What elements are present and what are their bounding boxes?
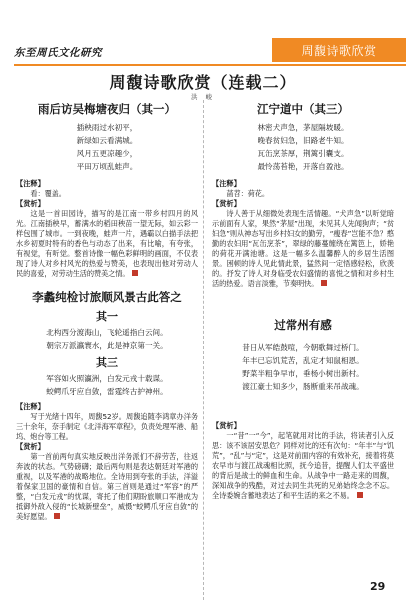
left-column: [16, 96, 198, 522]
end-mark-icon: [357, 492, 363, 498]
poem-title: 过常州有感: [274, 318, 332, 332]
appreciation-text: [212, 431, 394, 501]
poem-line: 最怜荡苔艳，开落自盈池。: [257, 162, 349, 171]
poem-line: 蛟鳄爪牙应自敛，雷霆终古护神州。: [46, 387, 168, 396]
poem-body: [16, 121, 198, 173]
right-column: [212, 96, 394, 501]
note-tag: 【注释】: [16, 402, 45, 411]
end-mark-icon: [321, 280, 327, 286]
section-tag: 周馥诗歌欣赏: [272, 38, 406, 62]
poem-line: 北构西分渡海山，飞轮遥指白云间。: [46, 328, 168, 337]
article-author: 洪 峻: [190, 93, 216, 101]
poem-body: [16, 372, 198, 398]
poem-line: 年丰已忘饥荒苦，乱定才知鼠相恩。: [242, 356, 364, 365]
poem-body: [212, 341, 394, 393]
poem-line: 平田万顷乱蛙声。: [76, 162, 138, 171]
note-text: 菡苕：荷花。: [226, 189, 269, 198]
poem-line: 插秧雨过水初平，: [76, 123, 138, 132]
appreciation-body: 第一首前两句真实地反映出洋务派们不辞劳苦，往返奔波的状态。气势磅礴；最后两句则是表达朝廷对军港的重视，以及军港的战略地位。全诗用到夸张的手法，洋溢着保家卫国的豪情和自信。第三首则是通过“军容”的严整，“白发元戎”的忧谋，寄托了他们期盼旅顺口军港成为抵御外敌入侵的“长城新壁垒”，威慑“蛟鳄爪牙应自敛”的美好愿望。: [16, 452, 198, 521]
end-mark-icon: [54, 513, 60, 519]
article-title: 周馥诗歌欣赏（连载二）: [109, 73, 297, 92]
note-text: 看：覆盖。: [30, 189, 66, 198]
appreciation-tag: 【赏析】: [212, 199, 241, 208]
poem-part-label: 其三: [96, 356, 118, 369]
appreciation-tag: 【赏析】: [212, 421, 241, 430]
journal-name: 东至周氏文化研究: [14, 47, 102, 59]
poem-line: 朝宗万派瀛寰水，此是神京第一关。: [46, 341, 168, 350]
appreciation-body: 这是一首田园诗，描写的是江南一带乡村四月的风光。江南插秧早，蓄满水的稻田秧苗一望无际，如云彩一样包围了城市。一到夜晚，蛙声一片，遇霸以白描手法把水乡初夏时特有的香色与动态了出来，有比喻，有夸张，有视觉，有听觉。整首诗像一幅色彩鲜明的画面，不仅表现了诗人对乡村风光的热爱与赞美，也表现出他对劳动人民的喜爱，对劳动生活的赞美之情。: [16, 209, 198, 278]
poem-line: 瓦缶烹茶厚，荆篱引囊支。: [257, 149, 349, 158]
header-rule: [14, 64, 406, 66]
end-mark-icon: [132, 270, 138, 276]
appreciation-tag: 【赏析】: [16, 199, 45, 208]
note-text: 写于光绪十四年，周馥52岁。周馥追随李鸿章办洋务三十余年，奈手制定《北洋海军章程》，负责处理军港、船坞、炮台等工程。: [16, 412, 198, 441]
appreciation-tag: 【赏析】: [16, 442, 45, 451]
poem-line: 晚春贫妇急，旧路老牛知。: [257, 136, 349, 145]
appreciation-body: 一“昔”一“今”，起笔就用对比的手法，将读者引入反思：该不该居安思危？同样对比的还有次句：“年丰”与“饥荒”，“乱”与“定”，这是对前面内容的有效补充，接着将莫农早市与渡江战魂相比照，抚今追昔，提醒人们太平盛世的背后是战士的鲜血和生命。从战争中一路走来的周馥，深知战争的残酷，对过去同生共死的兄弟始终念念不忘。全诗委婉含蓄地表达了和平生活的来之不易。: [212, 431, 394, 500]
poem-body: [212, 121, 394, 173]
poem-title: 雨后访吴梅塘夜归（其一）: [38, 102, 176, 116]
poem-line: 渡江豪士知多少，肠断重来吊战魂。: [242, 382, 364, 391]
poem-line: 风月五更凉趣少，: [76, 149, 138, 158]
poem-body: [16, 326, 198, 352]
poem-line: 昔日从军皓鼓喧，今朝歌舞过桥门。: [242, 343, 364, 352]
poem-title: 李蠡纯检讨旅顺风景古此答之: [32, 290, 182, 304]
appreciation-body: 诗人善于从细微处表现生活情趣。“犬声急”以听觉暗示前面有人家，果然“茅屋”出现，未见其人先闻狗声；“贫妇急”则从神态写出乡村妇女的勤劳，“瘦春”岂能不急？憨勤的农妇用“瓦缶烹茶”，翠绿的藤蔓缠绕在篱笆上，娇艳的荷花开满池塘。这是一幅多么温馨醉人的乡居生活图景。困顿的诗人见此情此景，猛然间一定悟感轻松，欣羡的。抒发了诗人对身临受农妇盛情的喜悦之情和对乡村生活的热爱。语言淡雅，节奏明快。: [212, 209, 394, 288]
page-number: 29: [370, 580, 386, 593]
appreciation-text: [212, 209, 394, 289]
poem-title: 江宁道中（其三）: [257, 102, 349, 116]
poem-line: 林密犬声急，茅屋隔坡暖。: [257, 123, 349, 132]
poem-line: 野菜半粗争早市，垂杨小树出新村。: [242, 369, 364, 378]
column-divider: [203, 100, 204, 600]
note-tag: 【注释】: [16, 179, 45, 188]
appreciation-text: [16, 452, 198, 522]
appreciation-text: [16, 209, 198, 279]
poem-part-label: 其一: [96, 310, 118, 323]
poem-line: 新绿如云看满城。: [76, 136, 138, 145]
poem-line: 军容如火照瀛洲，白发元戎十载谋。: [46, 374, 168, 383]
note-tag: 【注释】: [212, 179, 241, 188]
